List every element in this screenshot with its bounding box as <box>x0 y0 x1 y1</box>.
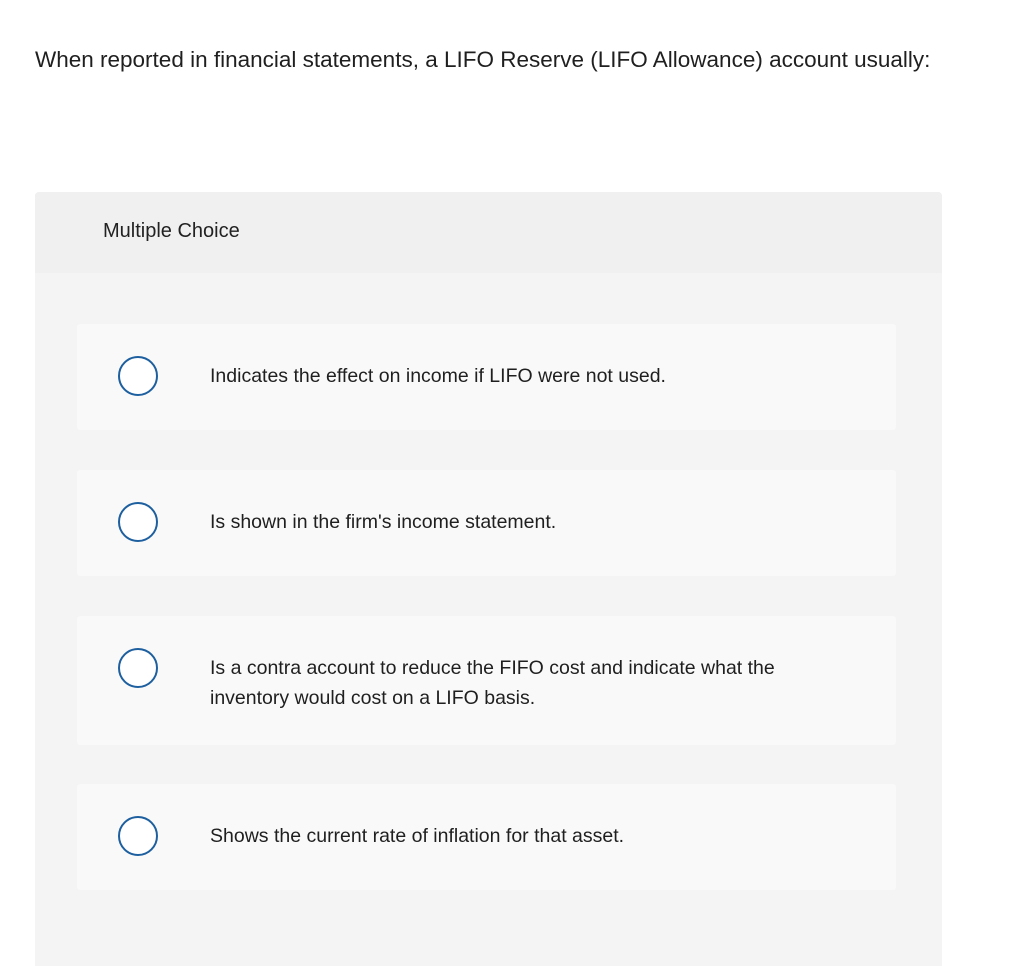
answer-option-label[interactable]: Is shown in the firm's income statement. <box>210 511 557 533</box>
radio-button-icon[interactable] <box>118 502 158 542</box>
multiple-choice-label: Multiple Choice <box>103 220 240 242</box>
radio-button-icon[interactable] <box>118 648 158 688</box>
multiple-choice-header <box>35 192 942 273</box>
radio-button-icon[interactable] <box>118 356 158 396</box>
answer-option-label[interactable]: Shows the current rate of inflation for that asset. <box>210 825 625 847</box>
answer-option-label[interactable]: Indicates the effect on income if LIFO were not used. <box>210 365 666 387</box>
answer-option-label[interactable]: Is a contra account to reduce the FIFO cost and indicate what the inventory would cost on a LIFO basis. <box>210 657 775 709</box>
answer-option-4[interactable] <box>77 784 896 890</box>
radio-button-icon[interactable] <box>118 816 158 856</box>
answer-option-2[interactable] <box>77 470 896 576</box>
answer-option-1[interactable] <box>77 324 896 430</box>
question-text: When reported in financial statements, a LIFO Reserve (LIFO Allowance) account usually: <box>35 47 931 72</box>
answer-option-3[interactable] <box>77 616 896 745</box>
multiple-choice-panel <box>35 192 942 966</box>
